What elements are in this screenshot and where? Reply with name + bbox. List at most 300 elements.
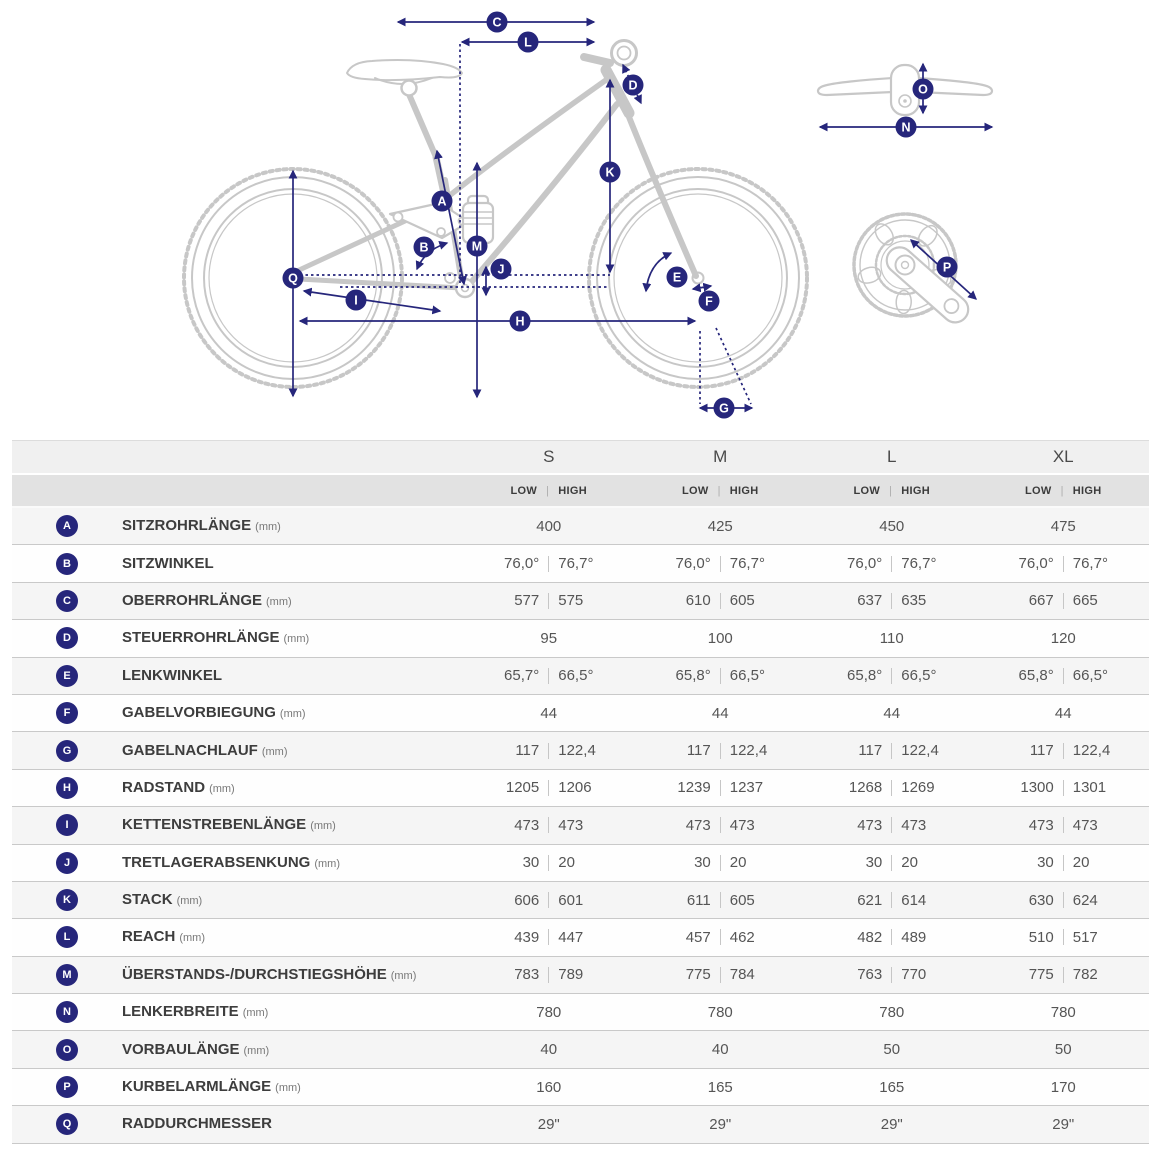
row-letter-badge-a: A <box>56 515 78 537</box>
value-c-l <box>806 592 978 609</box>
value-low: 667 <box>1028 592 1054 610</box>
row-label-n <box>122 1003 463 1021</box>
value-single: 475 <box>1050 517 1076 535</box>
value-high: 489 <box>901 928 927 946</box>
value-f-l <box>806 705 978 722</box>
value-b-m <box>635 555 807 572</box>
row-unit: (mm) <box>390 969 417 982</box>
value-i-xl <box>978 817 1150 834</box>
row-label-text: ÜBERSTANDS-/DURCHSTIEGSHÖHE <box>122 965 387 983</box>
svg-text:D: D <box>628 78 638 93</box>
row-unit: (mm) <box>266 595 292 608</box>
bike-outline <box>184 41 992 388</box>
row-label-d <box>122 629 463 647</box>
value-high: 1269 <box>901 779 935 797</box>
value-low: 76,0° <box>504 555 540 573</box>
value-f-xl <box>978 705 1150 722</box>
value-f-s <box>463 705 635 722</box>
diagram-label-p <box>937 257 958 278</box>
value-high: 1237 <box>729 779 764 797</box>
row-label-k <box>122 891 463 909</box>
value-low: 1239 <box>677 779 711 797</box>
value-high: 473 <box>558 816 584 834</box>
value-a-m <box>635 518 807 535</box>
value-high: 76,7° <box>901 555 937 573</box>
value-i-l <box>806 817 978 834</box>
value-high: 122,4 <box>901 742 939 760</box>
saddle <box>347 60 462 80</box>
value-high: 635 <box>901 592 927 610</box>
row-label-a <box>122 517 463 535</box>
value-high: 624 <box>1072 891 1098 909</box>
row-label-text: KURBELARMLÄNGE <box>122 1078 272 1096</box>
value-single: 29" <box>1052 1115 1075 1133</box>
table-row-l <box>12 919 1149 956</box>
table-row-f <box>12 695 1149 732</box>
value-single: 160 <box>536 1078 562 1096</box>
row-label-text: LENKERBREITE <box>122 1003 239 1021</box>
svg-text:Q: Q <box>288 271 298 286</box>
value-n-s <box>463 1004 635 1021</box>
value-l-m <box>635 929 807 946</box>
table-row-o <box>12 1031 1149 1068</box>
row-label-p <box>122 1078 463 1096</box>
lowhigh-header-s: LOW | HIGH <box>510 484 587 497</box>
value-high: 789 <box>558 966 584 984</box>
value-o-m <box>635 1041 807 1058</box>
row-letter-badge-h: H <box>56 777 78 799</box>
value-h-s <box>463 779 635 796</box>
value-low: 439 <box>514 928 540 946</box>
svg-text:I: I <box>354 293 358 308</box>
svg-text:A: A <box>437 194 447 209</box>
row-unit: (mm) <box>242 1007 269 1020</box>
value-low: 610 <box>685 592 711 610</box>
row-label-q <box>122 1115 463 1133</box>
value-high: 122,4 <box>1072 742 1111 760</box>
row-label-text: RADDURCHMESSER <box>122 1115 273 1133</box>
svg-text:O: O <box>918 82 928 97</box>
value-single: 100 <box>707 629 733 647</box>
row-unit: (mm) <box>310 820 336 833</box>
row-unit: (mm) <box>255 521 281 534</box>
value-c-m <box>635 592 807 609</box>
value-h-xl <box>978 779 1150 796</box>
value-b-xl <box>978 555 1150 572</box>
row-unit: (mm) <box>279 708 306 721</box>
value-low: 76,0° <box>675 555 711 573</box>
diagram-label-e <box>667 267 688 288</box>
value-k-s <box>463 892 635 909</box>
value-g-xl <box>978 742 1150 759</box>
value-low: 65,8° <box>847 667 883 685</box>
value-q-s <box>463 1116 635 1133</box>
value-high: 20 <box>729 854 747 872</box>
svg-text:P: P <box>942 260 952 275</box>
value-f-m <box>635 705 807 722</box>
row-letter-badge-p: P <box>56 1076 78 1098</box>
diagram-label-n <box>896 117 917 138</box>
svg-text:K: K <box>605 165 615 180</box>
row-letter-badge-e: E <box>56 665 78 687</box>
table-row-e <box>12 658 1149 695</box>
table-body <box>12 508 1149 1144</box>
value-single: 44 <box>540 704 558 722</box>
row-letter-badge-k: K <box>56 889 78 911</box>
value-single: 40 <box>540 1041 558 1059</box>
table-row-a <box>12 508 1149 545</box>
value-low: 473 <box>1028 816 1054 834</box>
value-high: 517 <box>1072 928 1098 946</box>
geometry-diagram <box>0 0 1161 440</box>
row-label-g <box>122 742 463 760</box>
value-a-l <box>806 518 978 535</box>
value-g-s <box>463 742 635 759</box>
value-l-l <box>806 929 978 946</box>
row-letter-badge-n: N <box>56 1001 78 1023</box>
value-low: 30 <box>1037 854 1054 872</box>
value-o-l <box>806 1041 978 1058</box>
row-label-m <box>122 966 463 984</box>
diagram-label-q <box>283 268 304 289</box>
value-high: 601 <box>558 891 584 909</box>
value-j-s <box>463 854 635 871</box>
value-i-s <box>463 817 635 834</box>
value-high: 605 <box>729 891 755 909</box>
value-q-xl <box>978 1116 1150 1133</box>
value-low: 30 <box>522 854 540 872</box>
value-low: 30 <box>694 854 711 872</box>
value-g-l <box>806 742 978 759</box>
value-e-m <box>635 667 807 684</box>
value-low: 473 <box>685 816 711 834</box>
value-low: 65,7° <box>504 667 540 685</box>
value-low: 65,8° <box>675 667 711 685</box>
measure-arc-e <box>646 253 671 291</box>
value-g-m <box>635 742 807 759</box>
value-single: 95 <box>540 629 558 647</box>
diagram-label-d <box>623 75 644 96</box>
row-unit: (mm) <box>275 1082 301 1095</box>
row-label-text: LENKWINKEL <box>122 666 222 684</box>
row-unit: (mm) <box>176 895 203 908</box>
value-k-m <box>635 892 807 909</box>
diagram-label-i <box>346 290 367 311</box>
value-single: 780 <box>1050 1003 1076 1021</box>
svg-text:C: C <box>492 15 502 30</box>
value-m-m <box>635 966 807 983</box>
row-label-e <box>122 667 463 685</box>
value-e-xl <box>978 667 1150 684</box>
table-row-j <box>12 845 1149 882</box>
diagram-label-k <box>600 162 621 183</box>
value-m-s <box>463 966 635 983</box>
value-high: 575 <box>558 592 584 610</box>
value-q-l <box>806 1116 978 1133</box>
row-label-i <box>122 816 463 834</box>
value-d-xl <box>978 630 1150 647</box>
value-single: 40 <box>711 1041 729 1059</box>
value-low: 76,0° <box>847 555 883 573</box>
value-a-s <box>463 518 635 535</box>
value-low: 606 <box>514 891 540 909</box>
row-letter-badge-g: G <box>56 740 78 762</box>
value-h-l <box>806 779 978 796</box>
row-label-text: SITZWINKEL <box>122 554 214 572</box>
row-label-text: STACK <box>122 891 173 909</box>
value-high: 614 <box>901 891 927 909</box>
svg-text:J: J <box>497 262 505 277</box>
value-low: 775 <box>1028 966 1054 984</box>
table-row-q <box>12 1106 1149 1143</box>
value-low: 30 <box>865 854 883 872</box>
row-label-text: KETTENSTREBENLÄNGE <box>122 816 307 834</box>
value-low: 630 <box>1028 891 1054 909</box>
value-high: 20 <box>901 854 918 872</box>
value-high: 665 <box>1072 592 1098 610</box>
diagram-label-j <box>491 259 512 280</box>
value-low: 117 <box>686 742 711 760</box>
value-high: 1301 <box>1072 779 1107 797</box>
value-a-xl <box>978 518 1150 535</box>
diagram-label-b <box>414 237 435 258</box>
value-low: 1268 <box>848 779 883 797</box>
row-label-text: VORBAULÄNGE <box>122 1040 240 1058</box>
row-unit: (mm) <box>314 857 340 870</box>
svg-text:M: M <box>471 239 483 254</box>
table-row-d <box>12 620 1149 657</box>
value-single: 450 <box>879 517 905 535</box>
value-d-l <box>806 630 978 647</box>
row-letter-badge-m: M <box>56 964 78 986</box>
value-single: 29" <box>880 1115 903 1133</box>
value-low: 510 <box>1028 928 1054 946</box>
table-size-header <box>12 440 1149 475</box>
row-unit: (mm) <box>283 633 310 646</box>
row-label-text: STEUERROHRLÄNGE <box>122 629 280 647</box>
value-j-l <box>806 854 978 871</box>
row-label-text: GABELVORBIEGUNG <box>122 704 276 722</box>
row-letter-badge-q: Q <box>56 1113 78 1135</box>
value-high: 462 <box>729 928 755 946</box>
value-low: 775 <box>685 966 711 984</box>
value-n-xl <box>978 1004 1150 1021</box>
value-o-xl <box>978 1041 1150 1058</box>
row-letter-badge-i: I <box>56 814 78 836</box>
svg-text:G: G <box>719 401 729 416</box>
value-high: 784 <box>729 966 755 984</box>
value-low: 763 <box>857 966 883 984</box>
value-high: 605 <box>729 592 755 610</box>
value-j-xl <box>978 854 1150 871</box>
row-unit: (mm) <box>243 1044 270 1057</box>
value-high: 66,5° <box>558 667 594 685</box>
table-row-c <box>12 583 1149 620</box>
table-row-m <box>12 957 1149 994</box>
size-header-xl: XL <box>1052 447 1074 466</box>
value-k-l <box>806 892 978 909</box>
diagram-label-h <box>510 311 531 332</box>
value-high: 473 <box>729 816 755 834</box>
value-low: 457 <box>685 928 711 946</box>
bike-diagram-svg <box>0 0 1161 440</box>
value-single: 29" <box>709 1115 732 1133</box>
value-n-m <box>635 1004 807 1021</box>
value-p-s <box>463 1079 635 1096</box>
value-b-s <box>463 555 635 572</box>
svg-text:B: B <box>419 240 429 255</box>
value-low: 473 <box>514 816 540 834</box>
value-l-s <box>463 929 635 946</box>
value-single: 44 <box>711 704 729 722</box>
diagram-label-g <box>714 398 735 419</box>
size-header-l: L <box>887 447 897 466</box>
value-high: 76,7° <box>558 555 594 573</box>
row-label-text: TRETLAGERABSENKUNG <box>122 853 311 871</box>
value-low: 1300 <box>1020 779 1054 797</box>
svg-text:E: E <box>672 270 682 285</box>
value-l-xl <box>978 929 1150 946</box>
value-high: 770 <box>901 966 927 984</box>
value-low: 473 <box>857 816 883 834</box>
value-e-l <box>806 667 978 684</box>
value-low: 65,8° <box>1018 667 1054 685</box>
row-letter-badge-d: D <box>56 627 78 649</box>
svg-text:F: F <box>705 294 713 309</box>
row-label-l <box>122 928 463 946</box>
value-single: 425 <box>707 517 733 535</box>
row-letter-badge-b: B <box>56 553 78 575</box>
geometry-table <box>12 440 1149 1144</box>
value-q-m <box>635 1116 807 1133</box>
value-c-s <box>463 592 635 609</box>
table-row-i <box>12 807 1149 844</box>
value-high: 447 <box>558 928 584 946</box>
value-single: 120 <box>1050 629 1076 647</box>
row-label-c <box>122 592 463 610</box>
value-h-m <box>635 779 807 796</box>
row-label-o <box>122 1041 463 1059</box>
value-low: 1205 <box>505 779 540 797</box>
value-m-l <box>806 966 978 983</box>
table-lowhigh-header <box>12 475 1149 508</box>
diagram-label-m <box>467 236 488 257</box>
value-single: 400 <box>536 517 562 535</box>
value-single: 165 <box>879 1078 905 1096</box>
svg-text:L: L <box>524 35 532 50</box>
row-unit: (mm) <box>261 745 288 758</box>
lowhigh-header-l: LOW | HIGH <box>853 484 930 497</box>
row-letter-badge-f: F <box>56 702 78 724</box>
value-high: 1206 <box>558 779 592 797</box>
value-high: 20 <box>558 854 575 872</box>
row-letter-badge-c: C <box>56 590 78 612</box>
value-m-xl <box>978 966 1150 983</box>
value-k-xl <box>978 892 1150 909</box>
value-low: 482 <box>857 928 883 946</box>
value-single: 780 <box>707 1003 733 1021</box>
value-low: 117 <box>515 742 540 760</box>
lowhigh-header-m: LOW | HIGH <box>682 484 759 497</box>
row-label-text: OBERROHRLÄNGE <box>122 591 263 609</box>
row-label-text: SITZROHRLÄNGE <box>122 517 252 535</box>
value-j-m <box>635 854 807 871</box>
table-row-p <box>12 1069 1149 1106</box>
size-header-s: S <box>543 447 555 466</box>
value-p-l <box>806 1079 978 1096</box>
value-e-s <box>463 667 635 684</box>
svg-text:N: N <box>901 120 911 135</box>
value-single: 29" <box>537 1115 560 1133</box>
row-letter-badge-l: L <box>56 926 78 948</box>
row-label-f <box>122 704 463 722</box>
lowhigh-header-xl: LOW | HIGH <box>1025 484 1102 497</box>
value-low: 117 <box>1029 742 1054 760</box>
table-row-b <box>12 545 1149 582</box>
diagram-label-c <box>487 12 508 33</box>
row-letter-badge-j: J <box>56 852 78 874</box>
diagram-label-o <box>913 79 934 100</box>
value-low: 783 <box>514 966 540 984</box>
measure-line-f <box>693 286 711 289</box>
value-low: 117 <box>858 742 883 760</box>
value-single: 170 <box>1050 1078 1076 1096</box>
row-unit: (mm) <box>209 782 235 795</box>
handlebar-top-view <box>818 65 992 115</box>
value-n-l <box>806 1004 978 1021</box>
value-i-m <box>635 817 807 834</box>
value-low: 611 <box>686 891 711 909</box>
value-low: 637 <box>857 592 883 610</box>
diagram-label-f <box>699 291 720 312</box>
value-single: 780 <box>879 1003 905 1021</box>
table-row-n <box>12 994 1149 1031</box>
row-label-text: RADSTAND <box>122 778 206 796</box>
row-label-text: REACH <box>122 928 176 946</box>
svg-text:H: H <box>515 314 525 329</box>
value-high: 66,5° <box>901 667 937 685</box>
value-single: 110 <box>879 629 904 647</box>
value-high: 473 <box>1072 816 1098 834</box>
value-high: 473 <box>901 816 927 834</box>
value-high: 20 <box>1072 854 1090 872</box>
size-header-m: M <box>713 447 728 466</box>
row-label-text: GABELNACHLAUF <box>122 741 258 759</box>
value-low: 621 <box>857 891 883 909</box>
value-high: 76,7° <box>729 555 765 573</box>
value-single: 50 <box>1054 1041 1072 1059</box>
value-high: 122,4 <box>729 742 768 760</box>
value-low: 76,0° <box>1018 555 1054 573</box>
row-letter-badge-o: O <box>56 1039 78 1061</box>
value-high: 66,5° <box>1072 667 1108 685</box>
row-unit: (mm) <box>179 932 205 945</box>
table-row-k <box>12 882 1149 919</box>
value-single: 44 <box>883 704 901 722</box>
value-high: 782 <box>1072 966 1098 984</box>
table-row-h <box>12 770 1149 807</box>
value-single: 165 <box>707 1078 733 1096</box>
value-d-m <box>635 630 807 647</box>
row-label-h <box>122 779 463 797</box>
diagram-label-l <box>518 32 539 53</box>
table-row-g <box>12 732 1149 769</box>
value-o-s <box>463 1041 635 1058</box>
value-p-m <box>635 1079 807 1096</box>
value-single: 44 <box>1054 704 1072 722</box>
value-high: 122,4 <box>558 742 596 760</box>
value-high: 66,5° <box>729 667 765 685</box>
